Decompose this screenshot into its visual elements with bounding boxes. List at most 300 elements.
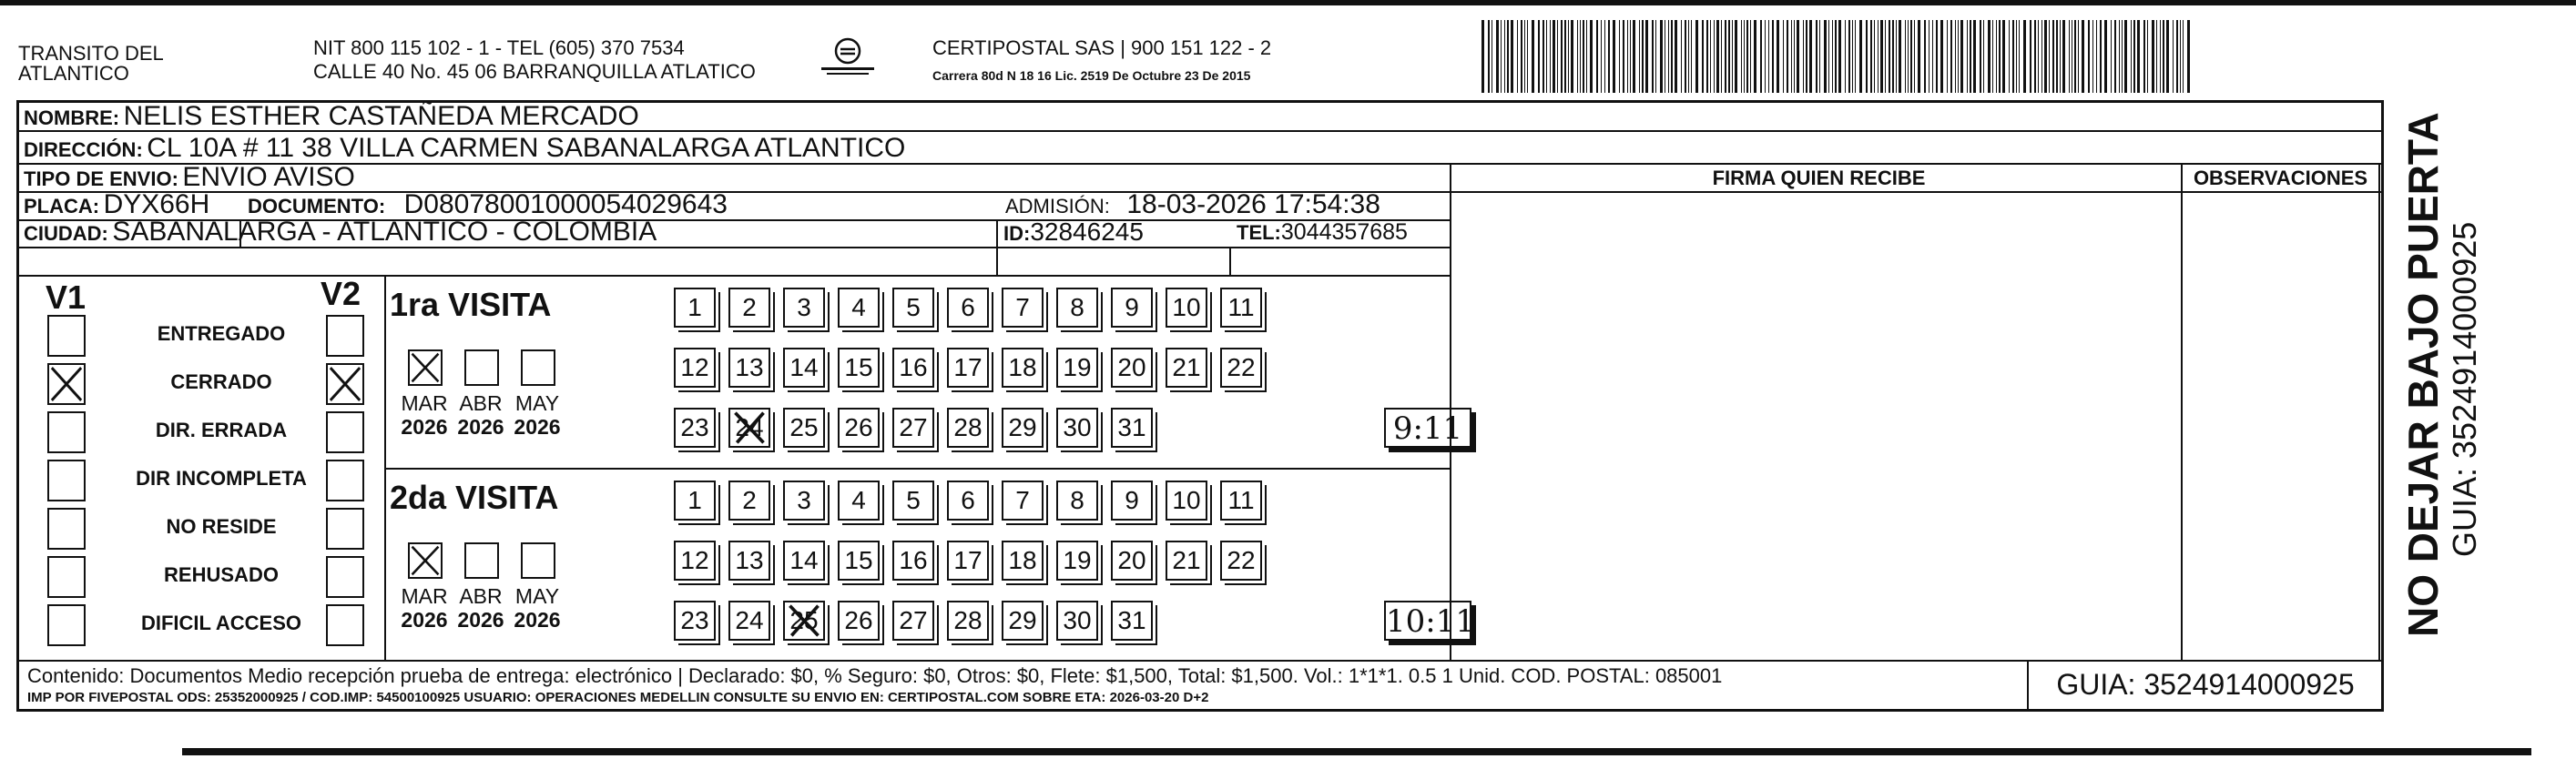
- nombre-value: NELIS ESTHER CASTAÑEDA MERCADO: [123, 101, 639, 131]
- day-box[interactable]: [838, 348, 880, 388]
- barcode-bar: [1517, 20, 1518, 93]
- barcode-bar: [1803, 20, 1804, 93]
- barcode-bar: [1768, 20, 1769, 93]
- barcode-bar: [1681, 20, 1682, 93]
- barcode-bar: [1870, 20, 1872, 93]
- barcode-bar: [1577, 20, 1578, 93]
- barcode-bar: [2078, 20, 2079, 93]
- footer-contenido: Contenido: Documentos Medio recepción prueba de entrega: electrónico | Declarado: $0, % Seguro: $0, Otros: $0, Flete: $1,500, Total: $1,500. Vol.: 1*1*1. 0.5 1 Unid. COD. POSTAL: 085001: [27, 664, 1723, 687]
- day-box[interactable]: [674, 288, 716, 328]
- barcode-bar: [2002, 20, 2005, 93]
- v1-checkbox[interactable]: [47, 363, 86, 405]
- barcode-bar: [1655, 20, 1656, 93]
- barcode-bar: [2152, 20, 2154, 93]
- v1-checkbox[interactable]: [47, 411, 86, 453]
- day-box[interactable]: [947, 288, 989, 328]
- day-box[interactable]: [838, 288, 880, 328]
- day-number: 15: [844, 546, 873, 574]
- barcode-bar: [1507, 20, 1509, 93]
- barcode-bar: [1580, 20, 1581, 93]
- day-number: 31: [1117, 413, 1146, 441]
- day-number: 15: [844, 353, 873, 381]
- barcode-bar: [1543, 20, 1544, 93]
- day-number: 26: [844, 413, 873, 441]
- day-number: 22: [1227, 353, 1256, 381]
- day-number: 13: [735, 546, 764, 574]
- day-box[interactable]: [1166, 541, 1207, 581]
- barcode-bar: [2166, 20, 2169, 93]
- day-box[interactable]: [728, 348, 770, 388]
- day-box[interactable]: [838, 481, 880, 521]
- license-line: Carrera 80d N 18 16 Lic. 2519 De Octubre 23 De 2015: [932, 68, 1251, 83]
- day-number: 5: [906, 293, 921, 321]
- barcode-bar: [1532, 20, 1534, 93]
- barcode-bar: [1859, 20, 1862, 93]
- v1-checkbox[interactable]: [47, 315, 86, 357]
- barcode-bar: [1642, 20, 1644, 93]
- day-box[interactable]: [728, 481, 770, 521]
- barcode-bar: [1652, 20, 1654, 93]
- time-written-box[interactable]: 9:11: [1384, 408, 1471, 448]
- day-box[interactable]: [1166, 481, 1207, 521]
- barcode-bar: [2160, 20, 2161, 93]
- admision-label: ADMISIÓN:: [1005, 195, 1110, 218]
- day-number: 3: [797, 486, 811, 514]
- day-box[interactable]: [1111, 288, 1153, 328]
- barcode-bar: [1675, 20, 1677, 93]
- barcode-bar: [1950, 20, 1952, 93]
- direccion-label: DIRECCIÓN:: [24, 138, 143, 161]
- barcode-bar: [2114, 20, 2116, 93]
- barcode-bar: [1586, 20, 1587, 93]
- barcode-bar: [2041, 20, 2042, 93]
- barcode-bar: [1988, 20, 1991, 93]
- day-box[interactable]: [783, 348, 825, 388]
- barcode-bar: [1744, 20, 1745, 93]
- day-box[interactable]: [1111, 541, 1153, 581]
- barcode-bar: [1958, 20, 1959, 93]
- barcode-bar: [1866, 20, 1868, 93]
- day-number: 1: [687, 293, 702, 321]
- day-box[interactable]: [1002, 481, 1044, 521]
- barcode-bar: [1660, 20, 1663, 93]
- day-number: 14: [789, 546, 819, 574]
- barcode-bar: [1992, 20, 1993, 93]
- day-number: 31: [1117, 606, 1146, 634]
- status-label: CERRADO: [170, 370, 272, 393]
- placa-value: DYX66H: [103, 189, 210, 219]
- barcode-bar: [1721, 20, 1722, 93]
- barcode-bar: [1983, 20, 1984, 93]
- day-box[interactable]: [728, 288, 770, 328]
- day-number: 12: [680, 353, 709, 381]
- day-number: 27: [899, 606, 928, 634]
- tipo-value: ENVIO AVISO: [182, 162, 355, 192]
- day-number: 21: [1172, 353, 1201, 381]
- barcode-bar: [2124, 20, 2127, 93]
- day-box[interactable]: [892, 601, 934, 641]
- barcode-bar: [1848, 20, 1850, 93]
- day-number: 18: [1008, 353, 1037, 381]
- barcode-bar: [1583, 20, 1584, 93]
- day-box[interactable]: [674, 601, 716, 641]
- barcode-bar: [1608, 20, 1610, 93]
- day-box[interactable]: [947, 481, 989, 521]
- day-box[interactable]: [947, 408, 989, 448]
- visit-title: 1ra VISITA: [390, 286, 552, 323]
- day-box[interactable]: [1220, 481, 1262, 521]
- day-box[interactable]: [1002, 348, 1044, 388]
- barcode-bar: [1880, 20, 1883, 93]
- documento-value: D08078001000054029643: [403, 189, 728, 219]
- barcode-bar: [1714, 20, 1715, 93]
- barcode-bar: [1918, 20, 1920, 93]
- barcode-bar: [1960, 20, 1963, 93]
- day-number: 8: [1070, 293, 1084, 321]
- barcode-bar: [2060, 20, 2061, 93]
- barcode-bar: [1564, 20, 1566, 93]
- day-box[interactable]: [838, 541, 880, 581]
- barcode-bar: [1970, 20, 1971, 93]
- day-box[interactable]: [783, 541, 825, 581]
- month-checkbox[interactable]: [408, 349, 443, 386]
- day-number: 3: [797, 293, 811, 321]
- day-box[interactable]: [1056, 408, 1098, 448]
- barcode-bar: [1835, 20, 1837, 93]
- day-box[interactable]: [1056, 288, 1098, 328]
- day-box[interactable]: [892, 348, 934, 388]
- day-box[interactable]: [1056, 601, 1098, 641]
- day-box[interactable]: [892, 481, 934, 521]
- day-box[interactable]: [728, 541, 770, 581]
- barcode-bar: [2023, 20, 2026, 93]
- day-number: 6: [961, 293, 975, 321]
- v2-checkbox[interactable]: [326, 460, 364, 501]
- day-number: 28: [953, 413, 983, 441]
- barcode-bar: [1896, 20, 1897, 93]
- barcode-bar: [1899, 20, 1901, 93]
- transito-line-2: ATLANTICO: [18, 62, 129, 85]
- barcode-bar: [2092, 20, 2093, 93]
- month-label: MAR: [401, 391, 448, 415]
- barcode-bar: [2088, 20, 2090, 93]
- day-number: 24: [735, 413, 764, 441]
- barcode-bar: [2009, 20, 2010, 93]
- barcode-bar: [1501, 20, 1502, 93]
- day-box[interactable]: [1111, 481, 1153, 521]
- barcode-bar: [1604, 20, 1605, 93]
- barcode-bar: [1735, 20, 1737, 93]
- v2-checkbox[interactable]: [326, 363, 364, 405]
- day-box[interactable]: [1220, 348, 1262, 388]
- day-number: 25: [789, 606, 819, 634]
- barcode-bar: [1999, 20, 2001, 93]
- day-number: 25: [789, 413, 819, 441]
- tel-value: 3044357685: [1280, 219, 1408, 245]
- day-box[interactable]: [1111, 601, 1153, 641]
- barcode-bar: [2131, 20, 2132, 93]
- barcode-bar: [1725, 20, 1726, 93]
- barcode-bar: [2096, 20, 2097, 93]
- admision-value: 18-03-2026 17:54:38: [1126, 189, 1380, 219]
- month-checkbox[interactable]: [464, 542, 499, 579]
- day-number: 9: [1125, 486, 1139, 514]
- barcode-bar: [1885, 20, 1886, 93]
- month-label: MAY: [514, 584, 560, 608]
- barcode-bar: [1924, 20, 1926, 93]
- barcode-bar: [1892, 20, 1894, 93]
- day-number: 23: [680, 413, 709, 441]
- tipo-label: TIPO DE ENVIO:: [24, 167, 178, 190]
- day-box[interactable]: [728, 408, 770, 448]
- day-number: 17: [953, 546, 983, 574]
- barcode-bar: [1819, 20, 1820, 93]
- barcode-bar: [2163, 20, 2164, 93]
- barcode-bar: [2062, 20, 2065, 93]
- barcode-bar: [1488, 20, 1490, 93]
- day-number: 18: [1008, 546, 1037, 574]
- day-number: 24: [735, 606, 764, 634]
- day-number: 27: [899, 413, 928, 441]
- month-label: ABR: [459, 584, 503, 608]
- day-box[interactable]: [838, 408, 880, 448]
- v1-checkbox[interactable]: [47, 556, 86, 598]
- month-label: MAY: [514, 391, 560, 415]
- barcode-bar: [1996, 20, 1997, 93]
- barcode-bar: [2183, 20, 2184, 93]
- barcode-bar: [1601, 20, 1602, 93]
- day-box[interactable]: [783, 408, 825, 448]
- barcode-bar: [1832, 20, 1833, 93]
- barcode-bar: [1806, 20, 1807, 93]
- side-warning: NO DEJAR BAJO PUERTA: [2399, 112, 2447, 637]
- barcode-bar: [1702, 20, 1704, 93]
- day-number: 7: [1015, 486, 1030, 514]
- day-number: 4: [851, 486, 866, 514]
- day-box[interactable]: [1220, 541, 1262, 581]
- day-box[interactable]: [892, 408, 934, 448]
- barcode-bar: [1794, 20, 1795, 93]
- barcode-bar: [1889, 20, 1890, 93]
- day-cross-mark: [785, 602, 823, 639]
- barcode-bar: [2104, 20, 2107, 93]
- v1-checkbox[interactable]: [47, 508, 86, 550]
- side-guia: GUIA: 3524914000925: [2446, 221, 2483, 557]
- barcode-bar: [2044, 20, 2047, 93]
- barcode-bar: [1765, 20, 1766, 93]
- v2-label: V2: [321, 275, 361, 312]
- year-label: 2026: [401, 608, 448, 632]
- day-number: 1: [687, 486, 702, 514]
- barcode-bar: [2052, 20, 2054, 93]
- barcode-bar: [1905, 20, 1906, 93]
- barcode-bar: [1561, 20, 1563, 93]
- ciudad-label: CIUDAD:: [24, 222, 108, 245]
- day-number: 29: [1008, 413, 1037, 441]
- year-label: 2026: [514, 608, 561, 632]
- day-box[interactable]: [947, 348, 989, 388]
- barcode-bar: [2074, 20, 2076, 93]
- day-box[interactable]: [1002, 408, 1044, 448]
- day-number: 26: [844, 606, 873, 634]
- barcode-bar: [2034, 20, 2036, 93]
- month-checkbox[interactable]: [408, 542, 443, 579]
- day-number: 19: [1063, 353, 1092, 381]
- day-box[interactable]: [947, 601, 989, 641]
- barcode-bar: [1838, 20, 1841, 93]
- id-value: 32846245: [1030, 218, 1144, 246]
- barcode-bar: [1828, 20, 1829, 93]
- day-number: 2: [742, 486, 757, 514]
- nombre-row: [24, 101, 639, 137]
- day-number: 28: [953, 606, 983, 634]
- barcode-bar: [1706, 20, 1708, 93]
- barcode-bar: [1710, 20, 1711, 93]
- day-number: 20: [1117, 353, 1146, 381]
- barcode-bar: [2180, 20, 2181, 93]
- visit-title: 2da VISITA: [390, 479, 559, 516]
- day-box[interactable]: [674, 348, 716, 388]
- day-box[interactable]: [1111, 348, 1153, 388]
- day-number: 16: [899, 546, 928, 574]
- day-box[interactable]: [892, 288, 934, 328]
- day-box[interactable]: [1056, 348, 1098, 388]
- barcode-bar: [2049, 20, 2050, 93]
- day-box[interactable]: [1002, 541, 1044, 581]
- barcode-bar: [1546, 20, 1547, 93]
- day-box[interactable]: [1166, 288, 1207, 328]
- v2-checkbox[interactable]: [326, 315, 364, 357]
- day-cross-mark: [730, 410, 769, 446]
- barcode-bar: [1936, 20, 1938, 93]
- day-number: 2: [742, 293, 757, 321]
- day-number: 7: [1015, 293, 1030, 321]
- barcode: [1481, 20, 2210, 93]
- day-number: 22: [1227, 546, 1256, 574]
- barcode-bar: [1908, 20, 1909, 93]
- day-box[interactable]: [728, 601, 770, 641]
- day-box[interactable]: [838, 601, 880, 641]
- v2-checkbox[interactable]: [326, 411, 364, 453]
- barcode-bar: [1741, 20, 1742, 93]
- barcode-bar: [1824, 20, 1827, 93]
- day-number: 12: [680, 546, 709, 574]
- day-box[interactable]: [1002, 601, 1044, 641]
- id-label: ID:: [1003, 222, 1031, 245]
- barcode-bar: [1955, 20, 1956, 93]
- day-box[interactable]: [947, 541, 989, 581]
- day-number: 5: [906, 486, 921, 514]
- barcode-bar: [1772, 20, 1774, 93]
- day-box[interactable]: [1056, 481, 1098, 521]
- barcode-bar: [1596, 20, 1598, 93]
- month-checkbox[interactable]: [521, 542, 555, 579]
- barcode-bar: [1685, 20, 1686, 93]
- month-label: MAR: [401, 584, 448, 608]
- observaciones-label: OBSERVACIONES: [2193, 167, 2368, 189]
- bottom-border: [182, 748, 2531, 755]
- barcode-bar: [1538, 20, 1540, 93]
- year-label: 2026: [514, 415, 561, 439]
- v1-checkbox[interactable]: [47, 604, 86, 646]
- year-label: 2026: [457, 415, 504, 439]
- barcode-bar: [1783, 20, 1784, 93]
- certipostal-line: CERTIPOSTAL SAS | 900 151 122 - 2: [932, 36, 1272, 59]
- barcode-bar: [1746, 20, 1748, 93]
- footer-imp: IMP POR FIVEPOSTAL ODS: 25352000925 / COD.IMP: 54500100925 USUARIO: OPERACIONES MEDELLIN CONSULTE SU ENVIO EN: CERTIPOSTAL.COM SOBRE ETA: 2026-03-20 D+2: [27, 690, 1209, 705]
- day-box[interactable]: [674, 541, 716, 581]
- day-box[interactable]: [892, 541, 934, 581]
- day-number: 30: [1063, 606, 1092, 634]
- day-box[interactable]: [674, 481, 716, 521]
- v1-label: V1: [46, 278, 87, 316]
- barcode-bar: [2019, 20, 2020, 93]
- year-label: 2026: [401, 415, 448, 439]
- certipostal-logo-icon: [816, 36, 880, 80]
- barcode-bar: [1750, 20, 1751, 93]
- v2-checkbox[interactable]: [326, 604, 364, 646]
- barcode-bar: [2173, 20, 2174, 93]
- transito-line-1: TRANSITO DEL: [18, 42, 164, 65]
- day-box[interactable]: [1056, 541, 1098, 581]
- barcode-bar: [2012, 20, 2014, 93]
- barcode-bar: [1633, 20, 1635, 93]
- day-number: 29: [1008, 606, 1037, 634]
- v2-checkbox[interactable]: [326, 508, 364, 550]
- day-box[interactable]: [783, 601, 825, 641]
- barcode-bar: [2038, 20, 2039, 93]
- day-box[interactable]: [674, 408, 716, 448]
- barcode-bar: [1973, 20, 1976, 93]
- barcode-bar: [1619, 20, 1620, 93]
- v2-checkbox[interactable]: [326, 556, 364, 598]
- barcode-bar: [1980, 20, 1981, 93]
- barcode-bar: [1688, 20, 1689, 93]
- day-box[interactable]: [1166, 348, 1207, 388]
- status-label: DIR. ERRADA: [155, 419, 288, 441]
- day-box[interactable]: [1002, 288, 1044, 328]
- ciudad-cell: [24, 217, 657, 252]
- status-label: ENTREGADO: [157, 322, 286, 345]
- day-number: 30: [1063, 413, 1092, 441]
- barcode-bar: [2176, 20, 2178, 93]
- month-checkbox[interactable]: [521, 349, 555, 386]
- barcode-bar: [1728, 20, 1730, 93]
- barcode-bar: [1571, 20, 1573, 93]
- time-written-box[interactable]: 10:11: [1384, 601, 1471, 641]
- day-box[interactable]: [783, 288, 825, 328]
- barcode-bar: [2133, 20, 2135, 93]
- day-number: 17: [953, 353, 983, 381]
- month-checkbox[interactable]: [464, 349, 499, 386]
- placa-label: PLACA:: [24, 195, 100, 218]
- barcode-bar: [1630, 20, 1631, 93]
- v1-checkbox[interactable]: [47, 460, 86, 501]
- day-box[interactable]: [1111, 408, 1153, 448]
- day-box[interactable]: [783, 481, 825, 521]
- barcode-bar: [2119, 20, 2120, 93]
- barcode-bar: [2082, 20, 2084, 93]
- barcode-bar: [1527, 20, 1528, 93]
- barcode-bar: [1855, 20, 1856, 93]
- barcode-bar: [1816, 20, 1817, 93]
- day-box[interactable]: [1220, 288, 1262, 328]
- nombre-label: NOMBRE:: [24, 106, 120, 129]
- barcode-bar: [1716, 20, 1719, 93]
- month-label: ABR: [459, 391, 503, 415]
- barcode-bar: [1668, 20, 1669, 93]
- direccion-value: CL 10A # 11 38 VILLA CARMEN SABANALARGA ATLANTICO: [147, 133, 906, 163]
